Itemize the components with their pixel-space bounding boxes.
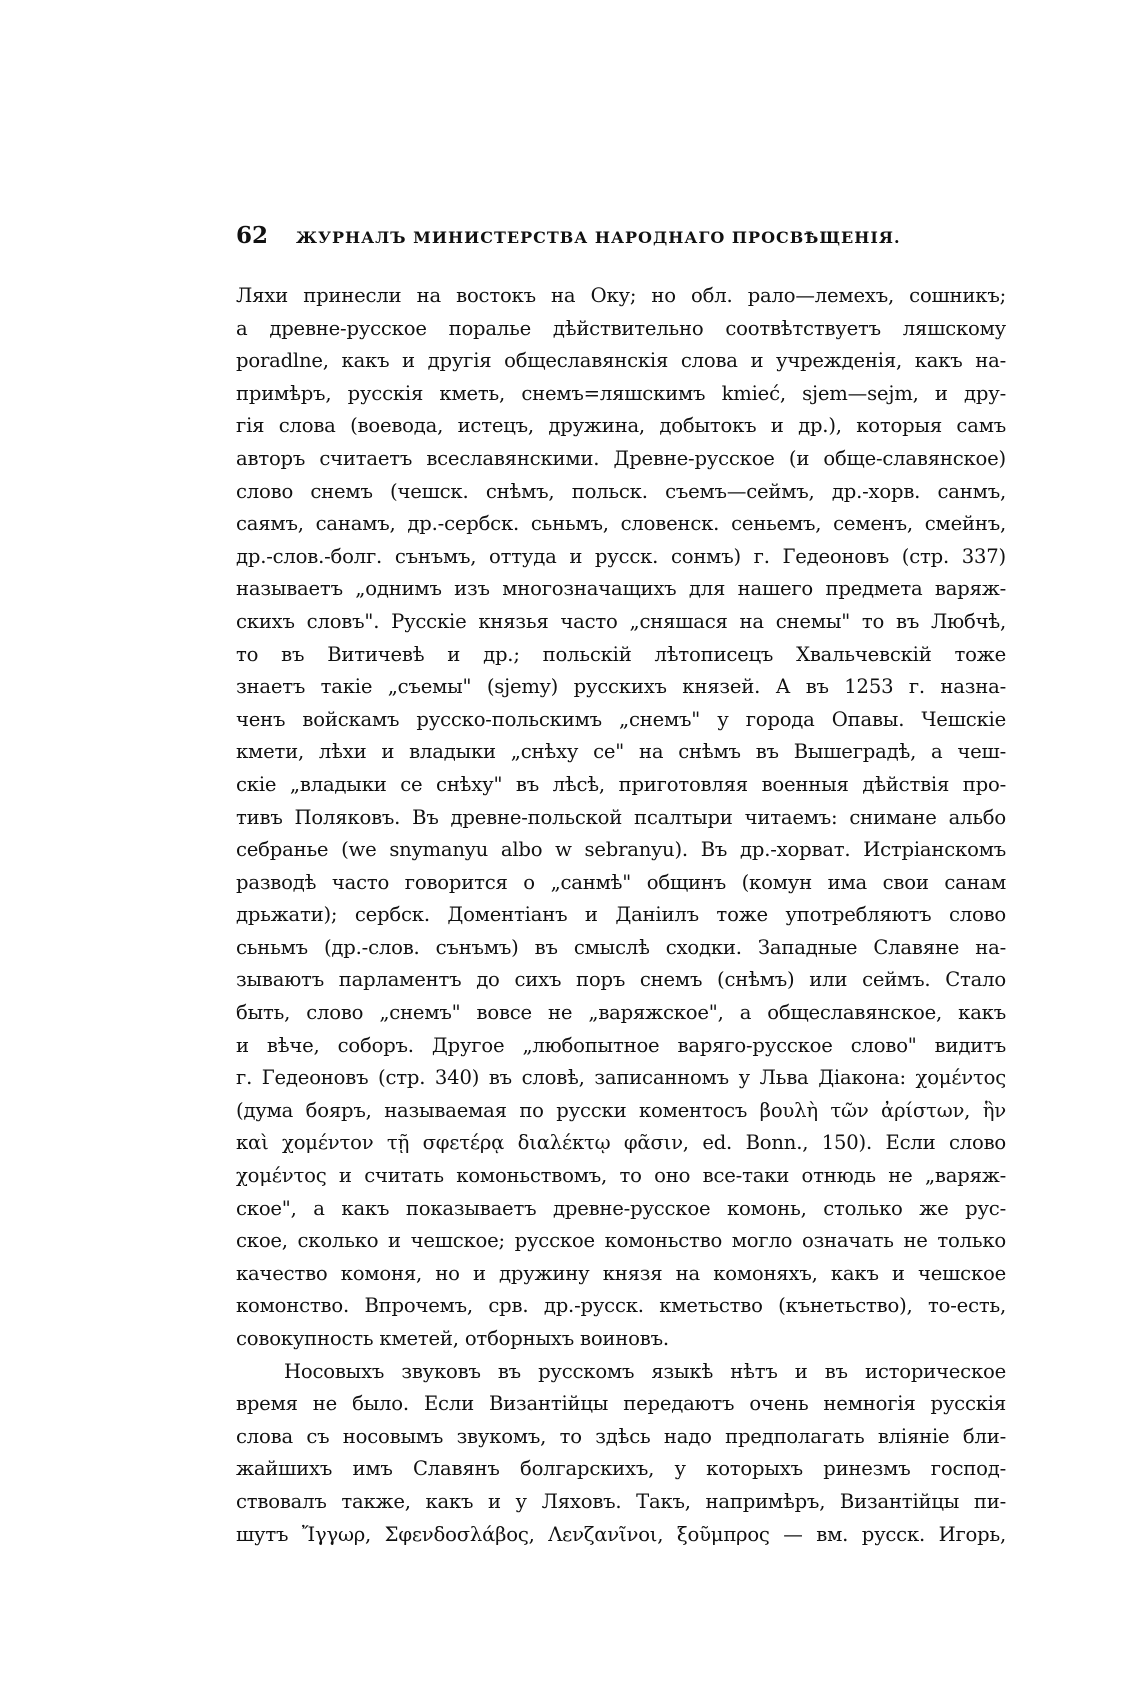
text-line: примѣръ, русскія кметь, снемъ=ляшскимъ kmieć, sjem—sejm, и дру-: [236, 381, 1006, 405]
text-line: быть, слово „снемъ" вовсе не „варяжское", а общеславянское, какъ: [236, 1001, 1006, 1025]
paragraph: [236, 1356, 1006, 1552]
text-line: шутъ Ἴγγωρ, Σφενδοσλάβος, Λενζανῖνοι, ξοῦμπρος — вм. русск. Игорь,: [236, 1522, 1006, 1546]
text-line: знаетъ такіе „съемы" (sjemy) русскихъ князей. А въ 1253 г. назна-: [236, 675, 1006, 699]
text-line: др.-слов.-болг. сънъмъ, оттуда и русск. сонмъ) г. Гедеоновъ (стр. 337): [236, 544, 1006, 568]
page-number: 62: [236, 222, 269, 249]
text-line: то въ Витичевѣ и др.; польскій лѣтописецъ Хвальчевскій тоже: [236, 642, 1006, 666]
text-line: называетъ „однимъ изъ многозначащихъ для нашего предмета варяж-: [236, 577, 1006, 601]
paragraph: [236, 280, 1006, 1356]
text-line: жайшихъ имъ Славянъ болгарскихъ, у которыхъ ринезмъ господ-: [236, 1457, 1006, 1481]
text-line: кмети, лѣхи и владыки „снѣху се" на снѣмъ въ Вышеградѣ, а чеш-: [236, 740, 1006, 764]
text-line: Ляхи принесли на востокъ на Оку; но обл. рало—лемехъ, сошникъ;: [236, 284, 1006, 307]
text-line: гія слова (воевода, истецъ, дружина, добытокъ и др.), которыя самъ: [236, 414, 1006, 438]
text-line: καὶ χομέντον τῇ σφετέρᾳ διαλέκτῳ φᾶσιν, ed. Bonn., 150). Если слово: [236, 1131, 1006, 1155]
text-line: а древне-русское поралье дѣйствительно соотвѣтствуетъ ляшскому: [236, 316, 1006, 340]
text-line: poradlne, какъ и другія общеславянскія слова и учрежденія, какъ на-: [236, 349, 1006, 373]
text-line: и вѣче, соборъ. Другое „любопытное варяго-русское слово" видитъ: [236, 1033, 1006, 1057]
page-header: [236, 222, 1006, 252]
text-line: (дума бояръ, называемая по русски коментосъ βουλὴ τῶν ἀρίστων, ἣν: [236, 1098, 1006, 1122]
text-line: разводѣ часто говорится о „санмѣ" общинъ (комун има свои санам: [236, 870, 1006, 894]
text-line: качество комоня, но и дружину князя на комоняхъ, какъ и чешское: [236, 1261, 1006, 1285]
running-title: ЖУРНАЛЪ МИНИСТЕРСТВА НАРОДНАГО ПРОСВѢЩЕНІЯ.: [296, 228, 901, 247]
text-line: слова съ носовымъ звукомъ, то здѣсь надо предполагать вліяніе бли-: [236, 1424, 1006, 1448]
body-text: [236, 280, 1006, 1551]
text-line: Носовыхъ звуковъ въ русскомъ языкѣ нѣтъ и въ историческое: [284, 1359, 1006, 1383]
text-line: скіе „владыки се снѣху" въ лѣсѣ, приготовляя военныя дѣйствія про-: [236, 772, 1006, 796]
text-line: дрьжати); сербск. Доментіанъ и Даніилъ тоже употребляютъ слово: [236, 903, 1006, 927]
text-line: авторъ считаетъ всеславянскими. Древне-русское (и обще-славянское): [236, 446, 1006, 470]
text-line: сьньмъ (др.-слов. сънъмъ) въ смыслѣ сходки. Западные Славяне на-: [236, 935, 1006, 959]
text-line: зываютъ парламентъ до сихъ поръ снемъ (снѣмъ) или сеймъ. Стало: [236, 968, 1006, 992]
text-line: ченъ войскамъ русско-польскимъ „снемъ" у города Опавы. Чешскіе: [236, 707, 1006, 731]
text-line: ское, сколько и чешское; русское комоньство могло означать не только: [236, 1229, 1006, 1253]
text-line: ское", а какъ показываетъ древне-русское комонь, столько же рус-: [236, 1196, 1006, 1220]
text-line: слово снемъ (чешск. снѣмъ, польск. съемъ—сеймъ, др.-хорв. санмъ,: [236, 479, 1006, 503]
text-line: время не было. Если Византійцы передаютъ очень немногія русскія: [236, 1392, 1006, 1416]
book-page: [236, 222, 1006, 1551]
text-line: скихъ словъ". Русскіе князья часто „сняшася на снемы" то въ Любчѣ,: [236, 609, 1006, 633]
text-line: χομέντος и считать комоньствомъ, то оно все-таки отнюдь не „варяж-: [236, 1164, 1006, 1188]
text-line: ствовалъ также, какъ и у Ляховъ. Такъ, напримѣръ, Византійцы пи-: [236, 1489, 1006, 1513]
text-line: совокупность кметей, отборныхъ воиновъ.: [236, 1327, 669, 1350]
text-line: саямъ, санамъ, др.-сербск. сьньмъ, словенск. сеньемъ, семенъ, смейнъ,: [236, 512, 1006, 536]
text-line: тивъ Поляковъ. Въ древне-польской псалтыри читаемъ: снимане альбо: [236, 805, 1006, 829]
text-line: комонство. Впрочемъ, срв. др.-русск. кметьство (кънетьство), то-есть,: [236, 1294, 1006, 1318]
text-line: г. Гедеоновъ (стр. 340) въ словѣ, записанномъ у Льва Діакона: χομέντος: [236, 1066, 1006, 1090]
text-line: себранье (we snymanyu albo w sebranyu). Въ др.-хорват. Истріанскомъ: [236, 838, 1006, 862]
